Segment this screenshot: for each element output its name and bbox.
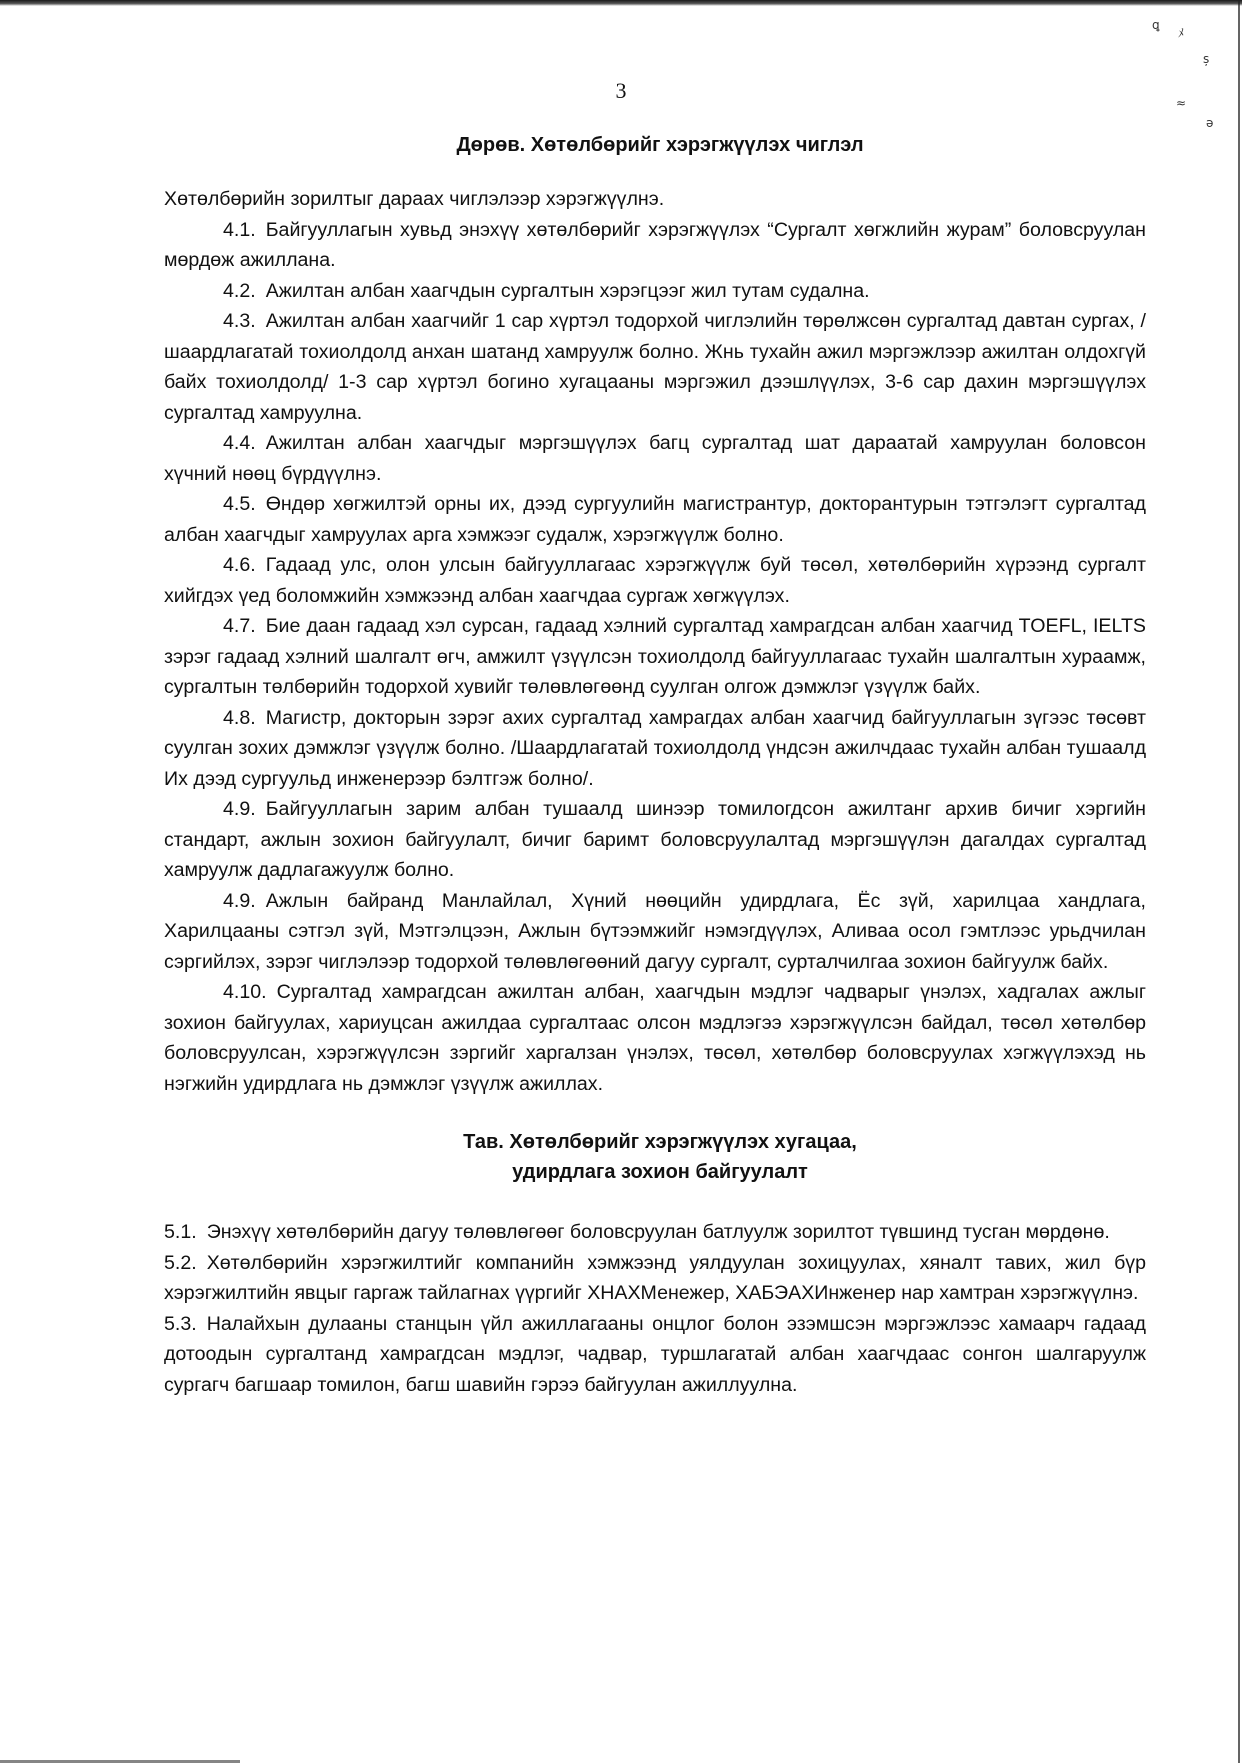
clause-4-9b	[164, 886, 1146, 978]
clause-4-10	[164, 977, 1146, 1099]
scan-mark: ꝗ	[1152, 18, 1160, 32]
clause-number: 5.1.	[164, 1221, 197, 1243]
clause-number: 4.1.	[223, 218, 256, 241]
clause-text: Ажилтан албан хаагчийг 1 сар хүртэл тодорхой чиглэлийн төрөлжсөн сургалтад давтан сургах, /шаардлагатай тохиолдолд анхан шатанд хамруулж болно. Жнь тухайн ажил мэргэжлээр ажилтан олдохгүй байх тохиолдолд/ 1-3 сар хүртэл богино хугацааны мэргэжил дээшлүүлэх, 3-6 сар дахин мэргэшүүлэх сургалтад хамруулна.	[164, 310, 1146, 424]
clause-number: 4.9.	[223, 798, 256, 820]
clause-5-2	[164, 1248, 1146, 1309]
section-5-heading	[164, 1127, 1146, 1187]
clause-4-9a	[164, 794, 1146, 886]
clause-number: 4.5.	[223, 493, 256, 515]
scan-mark: ≈	[1176, 96, 1187, 110]
clause-text: Өндөр хөгжилтэй орны их, дээд сургуулийн магистрантур, докторантурын тэтгэлэгт сургалтад албан хаагчдыг хамруулах арга хэмжээг судалж, хэрэгжүүлж болно.	[164, 493, 1146, 546]
clause-4-8	[164, 703, 1146, 795]
section-4-heading: Дөрөв. Хөтөлбөрийг хэрэгжүүлэх чиглэл	[456, 134, 864, 156]
clause-text: Бие даан гадаад хэл сурсан, гадаад хэлний сургалтад хамрагдсан албан хаагчид TOEFL, IELTS зэрэг гадаад хэлний шалгалт өгч, амжилт үзүүлсэн тохиолдолд байгууллагаас тухайн шалгалтын хураамж, сургалтын төлбөрийн тодорхой хувийг төлөвлөгөөнд суулган олгож дэмжлэг үзүүлж байх.	[164, 615, 1146, 698]
clause-4-6	[164, 550, 1146, 611]
clause-text: Ажилтан албан хаагчдын сургалтын хэрэгцээг жил тутам судална.	[265, 279, 870, 302]
clause-number: 4.10.	[223, 981, 267, 1003]
clause-text: Хөтөлбөрийн хэрэгжилтийг компанийн хэмжээнд уялдуулан зохицуулах, хяналт тавих, жил бүр хэрэгжилтийн явцыг гаргаж тайлагнах үүргийг ХНАХМенежер, ХАБЭАХИнженер нар хамтран хэрэгжүүлнэ.	[164, 1251, 1146, 1304]
clause-text: Ажлын байранд Манлайлал, Хүний нөөцийн удирдлага, Ёс зүй, харилцаа хандлага, Харилцааны сэтгэл зүй, Мэтгэлцээн, Ажлын бүтээмжийг нэмэгдүүлэх, Аливаа осол гэмтлээс урьдчилан сэргийлэх, зэрэг чиглэлээр тодорхой төлөвлөгөөний дагуу сургалт, сурталчилгаа зохион байгуулж байх.	[164, 889, 1146, 973]
scan-mark: ﾒ	[1178, 26, 1185, 40]
clause-text: Байгууллагын зарим албан тушаалд шинээр томилогдсон ажилтанг архив бичиг хэргийн стандарт, ажлын зохион байгуулалт, бичиг баримт боловсруулалтад мэргэшүүлэн дагалдах сургалтад хамруулж дадлагажуулж болно.	[164, 798, 1146, 881]
clause-4-4	[164, 428, 1146, 489]
clause-number: 4.4.	[223, 432, 256, 454]
clause-text: Налайхын дулааны станцын үйл ажиллагааны онцлог болон эзэмшсэн мэргэжлээс хамаарч гадаад дотоодын сургалтанд хамрагдсан мэдлэг, чадвар, туршлагатай албан хаагчдаас сонгон шалгаруулж сургагч багшаар томилон, багш шавийн гэрээ байгуулан ажиллуулна.	[164, 1312, 1146, 1396]
clause-text: Энэхүү хөтөлбөрийн дагуу төлөвлөгөөг боловсруулан батлуулж зорилтот түвшинд тусган мөрдөнө.	[206, 1221, 1110, 1243]
clause-text: Магистр, докторын зэрэг ахих сургалтад хамрагдах албан хаагчид байгууллагын зүгээс төсөвт суулган зохих дэмжлэг үзүүлж болно. /Шаардлагатай тохиолдолд үндсэн ажилчдаас тухайн албан тушаалд Их дээд сургуульд инженерээр бэлтгэж болно/.	[164, 706, 1146, 790]
clause-5-1	[164, 1217, 1146, 1248]
section-4-intro: Хөтөлбөрийн зорилтыг дараах чиглэлээр хэрэгжүүлнэ.	[164, 188, 665, 210]
clause-number: 5.3.	[164, 1312, 197, 1335]
clause-4-7	[164, 611, 1146, 703]
clause-4-2	[164, 276, 1146, 307]
scan-mark: ș	[1203, 52, 1210, 66]
clause-text: Гадаад улс, олон улсын байгууллагаас хэрэгжүүлж буй төсөл, хөтөлбөрийн хүрээнд сургалт хийгдэх үед боломжийн хэмжээнд албан хаагчдаа сургаж хөгжүүлэх.	[164, 554, 1146, 607]
clause-number: 4.7.	[223, 615, 256, 637]
clause-4-1	[164, 215, 1146, 276]
clause-4-3	[164, 306, 1146, 428]
clause-number: 4.3.	[223, 310, 256, 332]
scan-edge-top	[0, 0, 1242, 6]
clause-text: Сургалтад хамрагдсан ажилтан албан, хаагчдын мэдлэг чадварыг үнэлэх, хадгалах ажлыг зохион байгуулах, хариуцсан ажилдаа сургалтаас олсон мэдлэгээ хэрэгжүүлсэн байдал, төсөл хөтөлбөр боловсруулсан, хэрэгжүүлсэн зэргийг харгалзан үнэлэх, төсөл, хөтөлбөр боловсруулах хэгжүүлэхэд нь нэгжийн удирдлага нь дэмжлэг үзүүлж ажиллах.	[164, 981, 1146, 1095]
clause-text: Ажилтан албан хаагчдыг мэргэшүүлэх багц сургалтад шат дараатай хамруулан боловсон хүчний нөөц бүрдүүлнэ.	[164, 432, 1146, 485]
scan-edge-right	[1238, 0, 1240, 1763]
section-5-heading-line2: удирдлага зохион байгуулалт	[512, 1161, 808, 1183]
clause-5-3	[164, 1309, 1146, 1401]
document-body	[164, 130, 1146, 1400]
clause-text: Байгууллагын хувьд энэхүү хөтөлбөрийг хэрэгжүүлэх “Сургалт хөгжлийн журам” боловсруулан мөрдөж ажиллана.	[164, 218, 1146, 271]
clause-4-5	[164, 489, 1146, 550]
clause-number: 4.9.	[223, 889, 256, 912]
clause-number: 4.6.	[223, 554, 256, 576]
clause-number: 4.2.	[223, 279, 256, 302]
page-number: 3	[615, 78, 627, 103]
scan-mark: ə	[1206, 116, 1214, 130]
clause-number: 5.2.	[164, 1251, 197, 1274]
section-5-heading-line1: Тав. Хөтөлбөрийг хэрэгжүүлэх хугацаа,	[463, 1131, 857, 1153]
clause-number: 4.8.	[223, 706, 256, 729]
